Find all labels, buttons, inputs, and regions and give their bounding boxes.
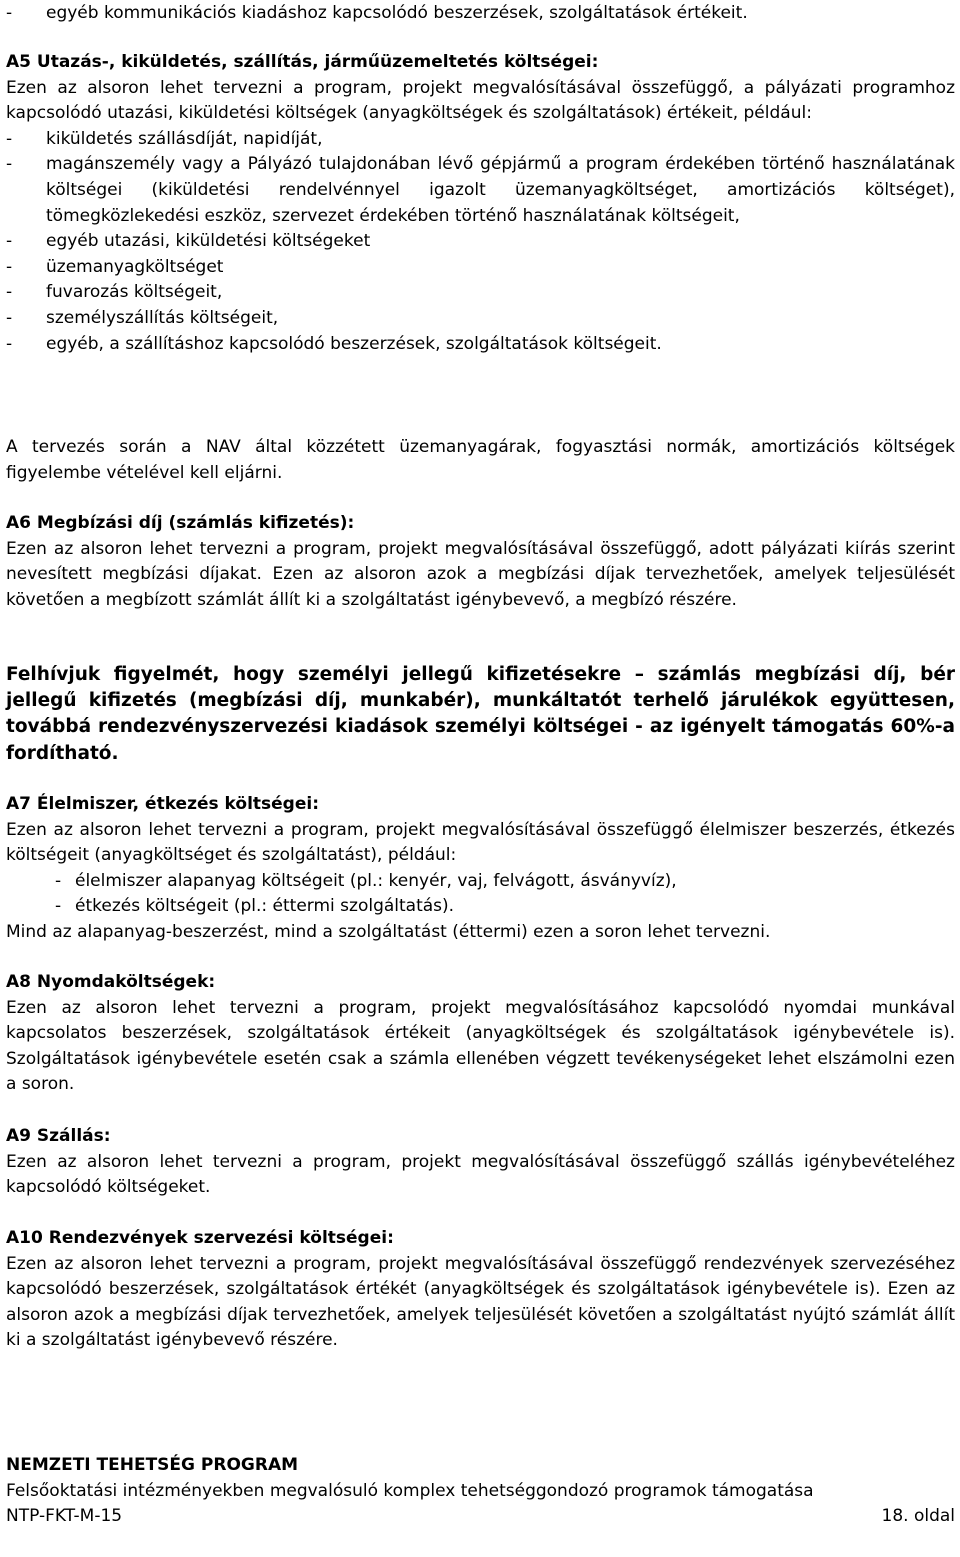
list-item-text: egyéb, a szállításhoz kapcsolódó beszerzések, szolgáltatások költségeit.	[46, 333, 662, 354]
list-dash: -	[6, 231, 13, 252]
list-item	[6, 127, 955, 153]
section-body-a6: Ezen az alsoron lehet tervezni a program, projekt megvalósításával összefüggő, adott pályázati kiírás szerint nevesített megbízási díjakat. Ezen az alsoron azok a megbízási díjak tervezhetőek, amelyek teljesülését követően a megbízott számlát állít ki a szolgáltatást igénybevevő, a megbízó részére.	[6, 538, 955, 610]
section-a5	[6, 50, 955, 357]
list-item	[6, 152, 955, 229]
page-footer	[6, 1453, 955, 1530]
section-a8	[6, 970, 955, 1098]
page-number: 18. oldal	[881, 1506, 955, 1527]
list-dash: -	[6, 282, 13, 303]
list-item	[6, 229, 955, 255]
section-intro-a7: Ezen az alsoron lehet tervezni a program, projekt megvalósításával összefüggő élelmiszer beszerzés, étkezés költségeit (anyagköltséget és szolgáltatást), például:	[6, 819, 955, 866]
list-dash: -	[6, 3, 13, 23]
list-item	[6, 894, 955, 920]
section-body-a9: Ezen az alsoron lehet tervezni a program, projekt megvalósításával összefüggő szállás igénybevételéhez kapcsolódó költségeket.	[6, 1151, 955, 1198]
section-body-a8: Ezen az alsoron lehet tervezni a program, projekt megvalósításához kapcsolódó nyomdai munkával kapcsolatos beszerzések, szolgáltatások értékeit (anyagköltségek és szolgáltatások igénybevétele is). Szolgáltatások igénybevétele esetén csak a számla ellenében végzett tevékenységeket lehet elszámolni ezen a soron.	[6, 997, 955, 1095]
list-item	[6, 255, 955, 281]
list-dash: -	[6, 256, 13, 277]
list-item-text: élelmiszer alapanyag költségeit (pl.: kenyér, vaj, felvágott, ásványvíz),	[75, 870, 677, 891]
top-list	[6, 1, 955, 27]
section-heading-a8: A8 Nyomdaköltségek:	[6, 972, 216, 992]
section-heading-a6: A6 Megbízási díj (számlás kifizetés):	[6, 513, 355, 533]
footer-bottom-row	[6, 1504, 955, 1530]
footer-code: NTP-FKT-M-15	[6, 1506, 123, 1527]
list-item-text: fuvarozás költségeit,	[46, 282, 223, 303]
list-item	[6, 869, 955, 895]
list-dash: -	[6, 333, 13, 354]
list-item-text: étkezés költségeit (pl.: éttermi szolgáltatás).	[75, 896, 455, 917]
a5-list	[6, 127, 955, 357]
list-item-text: egyéb kommunikációs kiadáshoz kapcsolódó beszerzések, szolgáltatások értékeit.	[46, 3, 748, 23]
section-a6	[6, 511, 955, 613]
list-item-text: személyszállítás költségeit,	[46, 307, 279, 328]
list-item	[6, 306, 955, 332]
list-item-text: magánszemély vagy a Pályázó tulajdonában lévő gépjármű a program érdekében történő használatának költségei (kiküldetési rendelvénnyel igazolt üzemanyagköltséget, amortizációs költséget), tömegközlekedési eszköz, szervezet érdekében történő használatának költségeit,	[46, 154, 955, 226]
list-dash: -	[6, 307, 13, 328]
list-dash: -	[55, 896, 62, 917]
list-item	[6, 332, 955, 358]
list-item-text: kiküldetés szállásdíját, napidíját,	[46, 128, 323, 149]
section-heading-a5: A5 Utazás-, kiküldetés, szállítás, járműüzemeltetés költségei:	[6, 52, 599, 72]
list-item-text: egyéb utazási, kiküldetési költségeket	[46, 231, 371, 252]
notice-block	[6, 662, 955, 767]
list-item-text: üzemanyagköltséget	[46, 256, 224, 277]
footer-subtitle: Felsőoktatási intézményekben megvalósuló komplex tehetséggondozó programok támogatása	[6, 1480, 814, 1501]
a5-note: A tervezés során a NAV által közzétett üzemanyagárak, fogyasztási normák, amortizációs költségek figyelembe vételével kell eljárni.	[6, 437, 955, 483]
a5-note-block	[6, 435, 955, 486]
section-a7	[6, 792, 955, 946]
section-outro-a7: Mind az alapanyag-beszerzést, mind a szolgáltatást (éttermi) ezen a soron lehet tervezni.	[6, 921, 771, 942]
section-heading-a10: A10 Rendezvények szervezési költségei:	[6, 1228, 394, 1248]
section-intro-a5: Ezen az alsoron lehet tervezni a program, projekt megvalósításával összefüggő, a pályázati programhoz kapcsolódó utazási, kiküldetési költségek (anyagköltségek és szolgáltatások) értékeit, például:	[6, 77, 955, 124]
notice-text: Felhívjuk figyelmét, hogy személyi jellegű kifizetésekre – számlás megbízási díj, bér jellegű kifizetés (megbízási díj, munkabér), munkáltatót terhelő járulékok együttesen, továbbá rendezvényszervezési kiadások személyi költségei - az igényelt támogatás 60%-a fordítható.	[6, 664, 955, 764]
section-heading-a9: A9 Szállás:	[6, 1126, 111, 1146]
section-heading-a7: A7 Élelmiszer, étkezés költségei:	[6, 794, 319, 814]
list-item	[6, 280, 955, 306]
footer-program-title: NEMZETI TEHETSÉG PROGRAM	[6, 1455, 299, 1475]
section-a10	[6, 1226, 955, 1354]
list-item	[6, 1, 955, 27]
list-dash: -	[6, 128, 13, 149]
section-body-a10: Ezen az alsoron lehet tervezni a program, projekt megvalósításával összefüggő rendezvények szervezéséhez kapcsolódó beszerzések, szolgáltatások értékét (anyagköltségek és szolgáltatások igénybevétele is). Ezen az alsoron azok a megbízási díjak tervezhetőek, amelyek teljesülését követően a szolgáltatást nyújtó számlát állít ki a szolgáltatást igénybevevő részére.	[6, 1253, 955, 1351]
a7-list	[6, 869, 955, 920]
list-dash: -	[6, 154, 13, 175]
list-dash: -	[55, 870, 62, 891]
section-a9	[6, 1124, 955, 1201]
